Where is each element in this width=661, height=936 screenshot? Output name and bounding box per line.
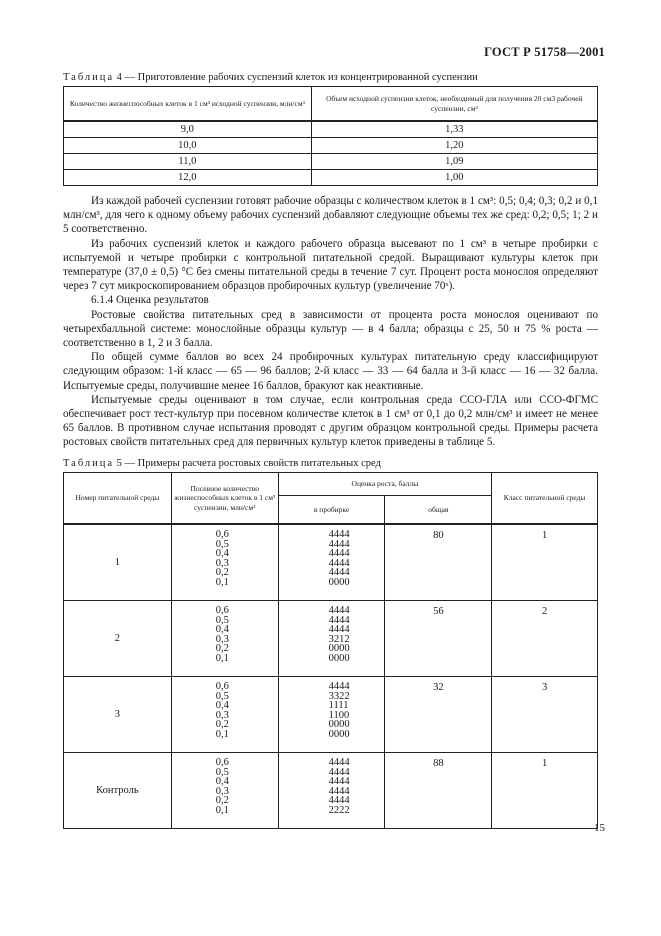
table-row: [64, 154, 598, 170]
tube-score: 4444: [328, 757, 350, 768]
table5-caption-text: 5 — Примеры расчета ростовых свойств питательных сред: [114, 458, 381, 469]
table-row: [64, 524, 598, 601]
table4-header-row: [64, 87, 598, 122]
tube-score-list: [278, 753, 385, 829]
density-value: 0,2: [215, 567, 229, 579]
table4-volume-cell: 1,33: [311, 121, 597, 138]
density-value: 0,5: [215, 766, 229, 778]
table-row: [64, 121, 598, 138]
density-value: 0,6: [215, 605, 229, 616]
density-value: 0,3: [215, 709, 229, 721]
paragraph: Ростовые свойства питательных сред в зависимости от процента роста монослоя оценивают по четырехбалльной системе: монослойные образцы культур — в 4 балла; образцы с 25, 50 и 75 % роста — соответственно в 1, 2 и 3 балла.: [63, 308, 598, 350]
tube-score: 0000: [328, 719, 350, 731]
tube-score: 0000: [328, 728, 350, 740]
density-value: 0,2: [215, 795, 229, 807]
table-row: [64, 138, 598, 154]
paragraph: Испытуемые среды оценивают в том случае, если контрольная среда ССО-ГЛА или ССО-ФГМС обеспечивает рост тест-культур при посевном количестве клеток в 1 см³ от 0,1 до 0,2 млн/см³ и имеет не менее 65 баллов. В противном случае испытания проводят с другим образцом контрольной среды. Примеры расчета ростовых свойств питательных сред для первичных культур клеток приведены в таблице 5.: [63, 393, 598, 449]
tube-score: 4444: [328, 548, 350, 560]
tube-score: 0000: [328, 643, 350, 655]
table5-total-header: общая: [385, 496, 492, 525]
total-score-cell: 56: [385, 601, 492, 677]
tube-score-list: [278, 601, 385, 677]
medium-class-cell: 1: [492, 753, 598, 829]
tube-score-list: [278, 677, 385, 753]
density-value: 0,4: [215, 700, 229, 712]
table4-caption: [63, 72, 478, 83]
density-value: 0,2: [215, 719, 229, 731]
density-value: 0,5: [215, 538, 229, 550]
density-value: 0,1: [215, 804, 229, 816]
table4-count-cell: 9,0: [64, 121, 312, 138]
density-value: 0,5: [215, 614, 229, 626]
medium-number-cell: 3: [64, 677, 172, 753]
table4-caption-label: Таблица: [63, 72, 115, 83]
tube-score: 4444: [328, 605, 350, 616]
tube-score: 3212: [328, 633, 350, 645]
density-value: 0,6: [215, 681, 229, 692]
table5: [63, 472, 598, 829]
tube-score: 4444: [328, 766, 350, 778]
tube-score: 3322: [328, 690, 350, 702]
density-value: 0,5: [215, 690, 229, 702]
density-value: 0,1: [215, 728, 229, 740]
tube-score: 4444: [328, 785, 350, 797]
table4-col2-header: Объем исходной суспензии клеток, необходимый для получения 20 см3 рабочей суспензии, см³: [311, 87, 597, 122]
tube-score: 1100: [328, 709, 350, 721]
table-row: [64, 601, 598, 677]
medium-number-cell: Контроль: [64, 753, 172, 829]
density-value: 0,6: [215, 757, 229, 768]
table4-volume-cell: 1,20: [311, 138, 597, 154]
table4-caption-text: 4 — Приготовление рабочих суспензий клеток из концентрированной суспензии: [114, 72, 478, 83]
density-value: 0,6: [215, 529, 229, 540]
table5-header-row-1: [64, 473, 598, 496]
density-value: 0,1: [215, 652, 229, 664]
medium-class-cell: 3: [492, 677, 598, 753]
table5-caption: [63, 458, 381, 469]
density-value: 0,4: [215, 548, 229, 560]
paragraph: Из рабочих суспензий клеток и каждого рабочего образца высевают по 1 см³ в четыре пробирки с испытуемой и четыре пробирки с контрольной питательной средой. Выращивают культуры клеток при температуре (37,0 ± 0,5) °С без смены питательной среды в течение 7 сут. Процент роста монослоя определяют через 7 сут микроскопированием образцов пробирочных культур (увеличение 70ˣ).: [63, 237, 598, 293]
density-list: [171, 753, 278, 829]
density-value: 0,3: [215, 633, 229, 645]
table4-count-cell: 11,0: [64, 154, 312, 170]
medium-number-cell: 1: [64, 524, 172, 601]
density-list: [171, 677, 278, 753]
medium-class-cell: 2: [492, 601, 598, 677]
density-value: 0,3: [215, 557, 229, 569]
tube-score: 4444: [328, 567, 350, 579]
document-header: ГОСТ Р 51758—2001: [484, 45, 605, 59]
total-score-cell: 88: [385, 753, 492, 829]
density-list: [171, 524, 278, 601]
tube-score: 4444: [328, 624, 350, 636]
tube-score: 0000: [328, 652, 350, 664]
tube-score: 4444: [328, 529, 350, 540]
paragraph: Из каждой рабочей суспензии готовят рабочие образцы с количеством клеток в 1 см³: 0,5; 0,4; 0,3; 0,2 и 0,1 млн/см³, для чего к одному объему рабочих суспензий добавляют следующие объемы тех же сред: 0,2; 0,5; 1; 2 и 5 соответственно.: [63, 195, 598, 236]
tube-score: 0000: [328, 576, 350, 588]
paragraph: По общей сумме баллов во всех 24 пробирочных культурах питательную среду классифицируют следующим образом: 1-й класс — 65 — 96 баллов; 2-й класс — 33 — 64 балла и 3-й класс — 16 — 32 балла. Испытуемые среды, получившие менее 16 баллов, бракуют как неактивные.: [63, 351, 598, 392]
table-row: [64, 677, 598, 753]
density-value: 0,4: [215, 624, 229, 636]
total-score-cell: 80: [385, 524, 492, 601]
tube-score: 4444: [328, 681, 350, 692]
table5-tube-header: в пробирке: [278, 496, 385, 525]
density-value: 0,3: [215, 785, 229, 797]
table5-density-header: Посевное количество жизнеспособных клеток в 1 см³ суспензии, млн/см³: [171, 473, 278, 525]
tube-score: 2222: [328, 804, 350, 816]
table4-count-cell: 10,0: [64, 138, 312, 154]
table4-volume-cell: 1,09: [311, 154, 597, 170]
tube-score: 4444: [328, 557, 350, 569]
tube-score: 4444: [328, 795, 350, 807]
table5-number-header: Номер питательной среды: [64, 473, 172, 525]
table4-col1-header: Количество жизнеспособных клеток в 1 см³ исходной суспензии, млн/см³: [64, 87, 312, 122]
table5-score-header: Оценка роста, баллы: [278, 473, 492, 496]
table4: [63, 86, 598, 186]
table4-count-cell: 12,0: [64, 170, 312, 186]
table-row: [64, 753, 598, 829]
density-value: 0,4: [215, 776, 229, 788]
density-value: 0,2: [215, 643, 229, 655]
tube-score: 4444: [328, 776, 350, 788]
table5-class-header: Класс питательной среды: [492, 473, 598, 525]
medium-number-cell: 2: [64, 601, 172, 677]
tube-score-list: [278, 524, 385, 601]
tube-score: 4444: [328, 614, 350, 626]
table5-caption-label: Таблица: [63, 458, 115, 469]
section-heading: 6.1.4 Оценка результатов: [91, 294, 209, 307]
page-number: 15: [594, 822, 605, 834]
density-list: [171, 601, 278, 677]
tube-score: 1111: [328, 700, 349, 712]
table4-volume-cell: 1,00: [311, 170, 597, 186]
density-value: 0,1: [215, 576, 229, 588]
tube-score: 4444: [328, 538, 350, 550]
total-score-cell: 32: [385, 677, 492, 753]
table-row: [64, 170, 598, 186]
body-text: [63, 194, 598, 450]
medium-class-cell: 1: [492, 524, 598, 601]
